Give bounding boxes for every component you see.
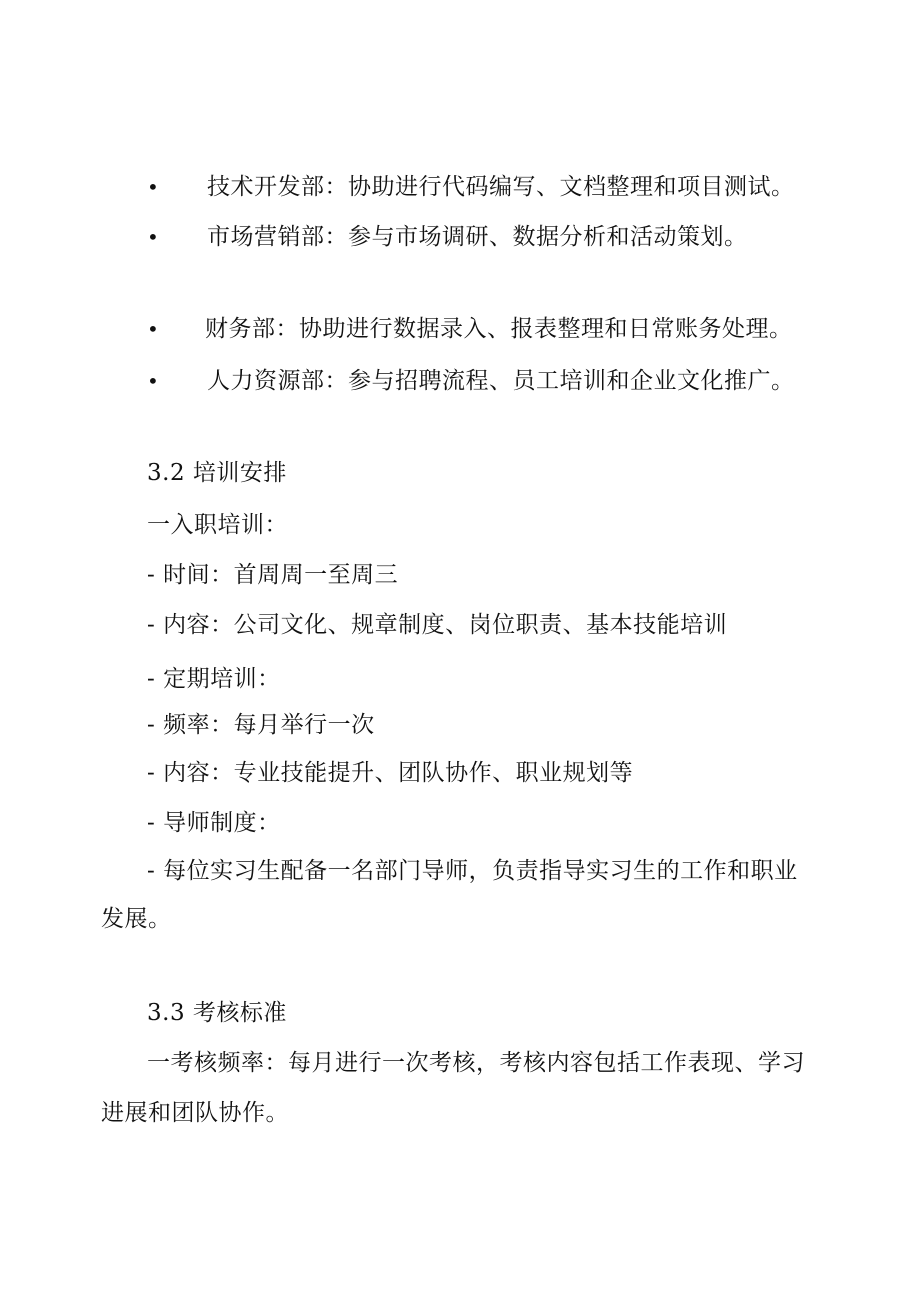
- bullet-item-tech-dev: 技术开发部：协助进行代码编写、文档整理和项目测试。: [207, 174, 795, 200]
- bullet-marker: •: [147, 225, 159, 249]
- assessment-line: 一考核频率：每月进行一次考核，考核内容包括工作表现、学习: [147, 1050, 805, 1076]
- training-line: - 内容：专业技能提升、团队协作、职业规划等: [147, 760, 634, 786]
- bullet-marker: •: [147, 369, 159, 393]
- training-line: - 频率：每月举行一次: [147, 712, 375, 738]
- bullet-item-marketing: 市场营销部：参与市场调研、数据分析和活动策划。: [207, 224, 748, 250]
- training-line: - 时间：首周周一至周三: [147, 562, 399, 588]
- assessment-line: 进展和团队协作。: [101, 1100, 289, 1126]
- training-line: 一入职培训：: [147, 512, 288, 538]
- training-line: - 内容：公司文化、规章制度、岗位职责、基本技能培训: [147, 612, 728, 638]
- bullet-marker: •: [147, 175, 159, 199]
- training-line: 发展。: [101, 906, 172, 932]
- training-line: - 定期培训：: [147, 666, 281, 692]
- training-line: - 导师制度：: [147, 810, 281, 836]
- section-heading-training: 3.2 培训安排: [147, 460, 287, 486]
- bullet-item-hr: 人力资源部：参与招聘流程、员工培训和企业文化推广。: [207, 368, 795, 394]
- training-line: - 每位实习生配备一名部门导师，负责指导实习生的工作和职业: [147, 858, 798, 884]
- bullet-marker: •: [147, 317, 159, 341]
- section-heading-assessment: 3.3 考核标准: [147, 1000, 287, 1026]
- bullet-item-finance: 财务部：协助进行数据录入、报表整理和日常账务处理。: [205, 316, 793, 342]
